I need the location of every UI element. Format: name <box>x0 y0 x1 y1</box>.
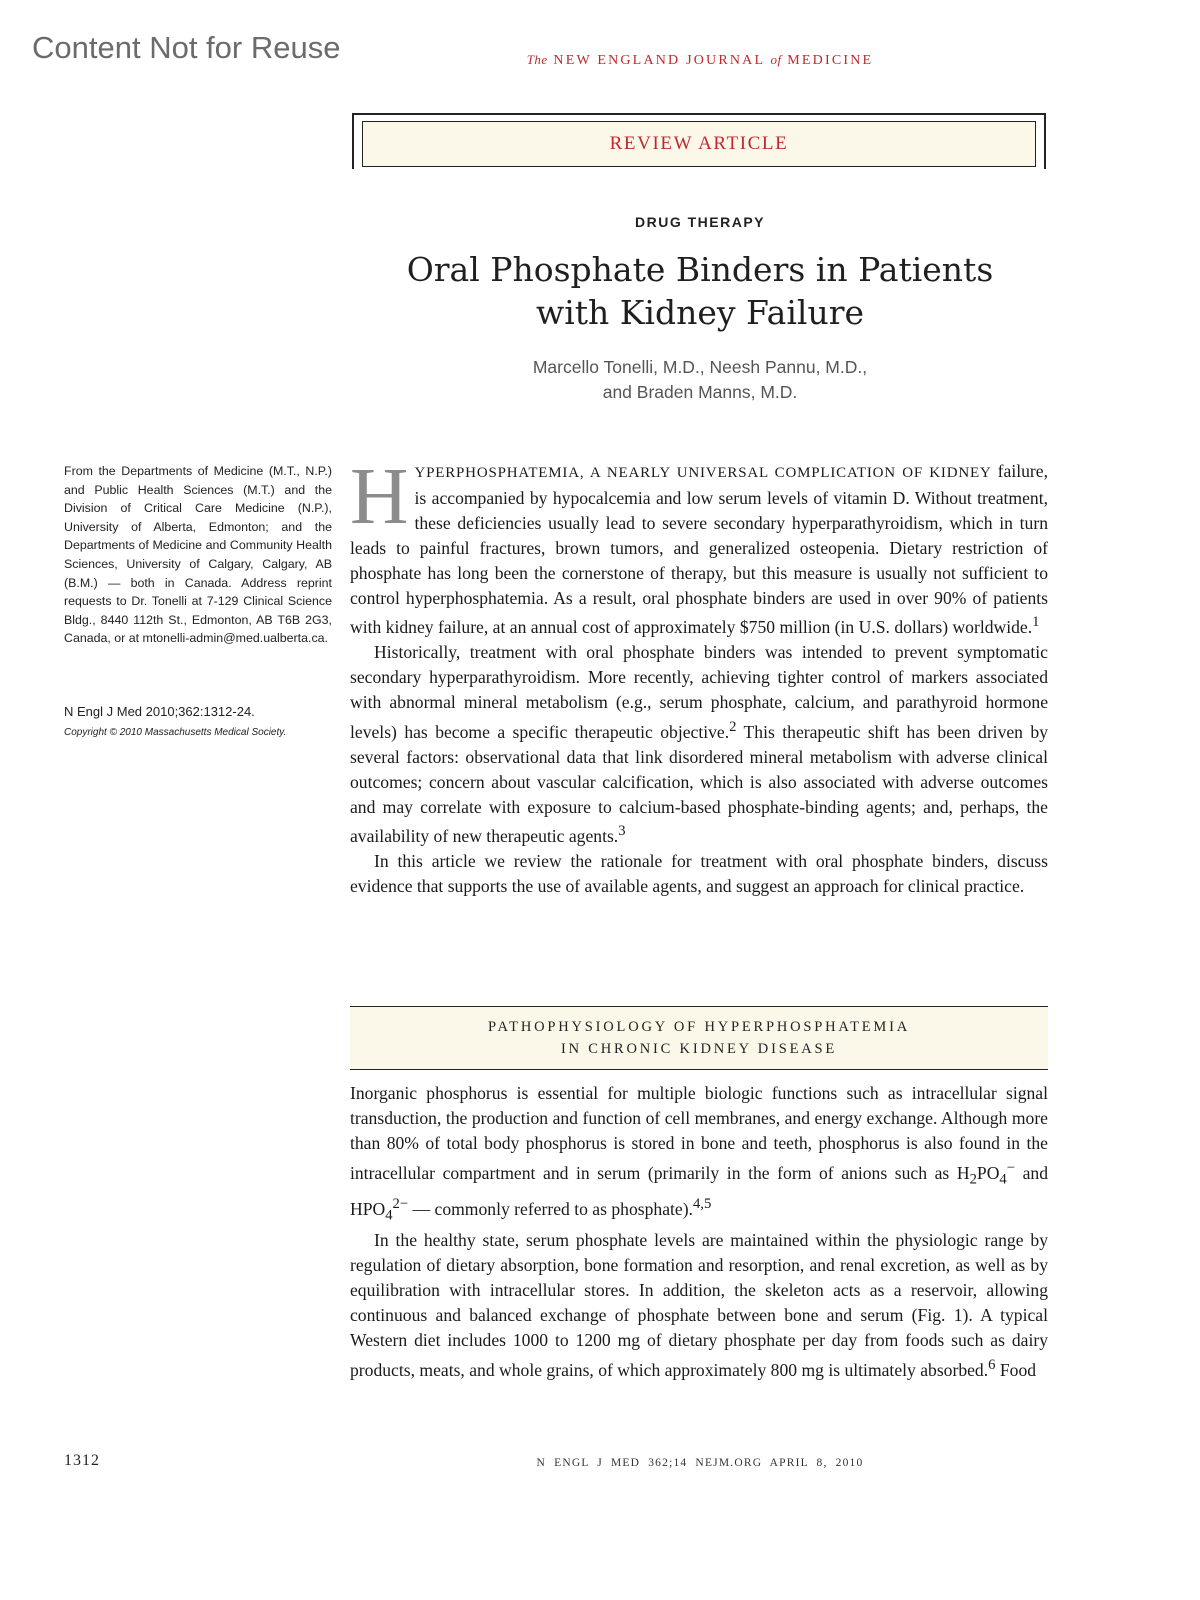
intro-text <box>350 451 1048 899</box>
patho-p2-end: Food <box>995 1359 1037 1380</box>
citation: N Engl J Med 2010;362:1312-24. <box>64 704 255 719</box>
article-type-box <box>352 113 1046 169</box>
patho-paragraph-2 <box>350 1228 1048 1382</box>
watermark: Content Not for Reuse <box>32 30 341 65</box>
article-title <box>350 248 1050 334</box>
patho-p2-text: In the healthy state, serum phosphate levels are maintained within the physiologic range by regulation of dietary absorption, bone formation and resorption, and renal excretion, as well as by equilibration with intracellular stores. In addition, the skeleton acts as a reservoir, allowing continuous and balanced exchange of phosphate between bone and serum (Fig. 1). A typical Western diet includes 1000 to 1200 mg of dietary phosphate per day from foods such as dairy products, meats, and whole grains, of which approximately 800 mg is ultimately absorbed. <box>350 1230 1048 1380</box>
hpo4-subscript-4: 4 <box>385 1207 393 1224</box>
article-type-label: REVIEW ARTICLE <box>362 121 1036 167</box>
journal-footer: N ENGL J MED 362;14 NEJM.ORG APRIL 8, 2010 <box>536 1457 864 1469</box>
authors-line-2: and Braden Manns, M.D. <box>602 382 798 402</box>
section-heading-line-1: PATHOPHYSIOLOGY OF HYPERPHOSPHATEMIA <box>487 1019 910 1035</box>
ref-4-5: 4,5 <box>692 1196 712 1212</box>
copyright: Copyright © 2010 Massachusetts Medical Society. <box>64 727 287 738</box>
intro-p2-text-b: This therapeutic shift has been driven by several factors: observational data that link disordered mineral metabolism with adverse clinical outcomes; concern about vascular calcification, which is also associated with adverse outcomes and may correlate with exposure to calcium-based phosphate-binding agents; and, perhaps, the availability of new therapeutic agents. <box>350 721 1048 847</box>
page-number: 1312 <box>64 1452 100 1469</box>
pathophysiology-text <box>350 1081 1048 1383</box>
ref-1: 1 <box>1032 614 1040 631</box>
patho-paragraph-1 <box>350 1081 1048 1228</box>
intro-paragraph-3: In this article we review the rationale for treatment with oral phosphate binders, discuss evidence that supports the use of available agents, and suggest an approach for clinical practice. <box>350 851 1048 897</box>
hpo4-charge: 2− <box>392 1196 409 1212</box>
journal-the: The <box>526 52 548 67</box>
journal-name-part2: MEDICINE <box>787 53 874 68</box>
intro-paragraph-1 <box>350 451 1048 640</box>
section-heading <box>350 1006 1048 1070</box>
journal-header <box>350 52 1050 69</box>
section-kicker: DRUG THERAPY <box>634 214 765 230</box>
lead-caps: YPERPHOSPHATEMIA, A NEARLY UNIVERSAL COMPLICATION OF KIDNEY <box>414 465 992 481</box>
title-line-1: Oral Phosphate Binders in Patients <box>406 250 994 289</box>
intro-p1-text: failure, is accompanied by hypocalcemia and low serum levels of vitamin D. Without treatment, these deficiencies usually lead to severe secondary hyperparathyroidism, which in turn leads to painful fractures, brown tumors, and generalized osteopenia. Dietary restriction of phosphate has long been the cornerstone of therapy, but this measure is usually not sufficient to control hyperphosphatemia. As a result, oral phosphate binders are used in over 90% of patients with kidney failure, at an annual cost of approximately $750 million (in U.S. dollars) worldwide. <box>350 461 1048 638</box>
title-line-2: with Kidney Failure <box>535 293 865 332</box>
patho-p1-text-a: Inorganic phosphorus is essential for multiple biologic functions such as intracellular signal transduction, the production and function of cell membranes, and energy exchange. Although more than 80% of total body phosphorus is stored in bone and teeth, phosphorus is also found in the intracellular compartment and in serum (primarily in the form of anions such as H <box>350 1083 1048 1183</box>
h2po4-charge: − <box>1006 1159 1015 1176</box>
drop-cap: H <box>350 451 409 541</box>
h2po4-subscript-2: 2 <box>969 1171 977 1188</box>
h2po4-subscript-4: 4 <box>999 1171 1007 1188</box>
hpo4-text: and HPO <box>350 1162 1048 1219</box>
h2po4-po: PO <box>976 1162 1000 1183</box>
patho-p1-text-b: — commonly referred to as phosphate). <box>408 1198 693 1219</box>
ref-3: 3 <box>618 823 626 840</box>
journal-name-part1: NEW ENGLAND JOURNAL <box>553 53 765 68</box>
authors <box>350 355 1050 405</box>
section-heading-line-2: IN CHRONIC KIDNEY DISEASE <box>560 1041 838 1057</box>
ref-6: 6 <box>988 1356 996 1373</box>
authors-line-1: Marcello Tonelli, M.D., Neesh Pannu, M.D., <box>532 357 868 377</box>
journal-of: of <box>770 52 782 67</box>
affiliations-note: From the Departments of Medicine (M.T., N.P.) and Public Health Sciences (M.T.) and the Division of Critical Care Medicine (N.P.), University of Alberta, Edmonton; and the Departments of Medicine and Community Health Sciences, University of Calgary, Calgary, AB (B.M.) — both in Canada. Address reprint requests to Dr. Tonelli at 7-129 Clinical Science Bldg., 8440 112th St., Edmonton, AB T6B 2G3, Canada, or at mtonelli-admin@med.ualberta.ca. <box>64 464 332 646</box>
ref-2: 2 <box>729 718 737 735</box>
intro-p2-text-a: Historically, treatment with oral phosphate binders was intended to prevent symptomatic secondary hyperparathyroidism. More recently, achieving tighter control of markers associated with abnormal mineral metabolism (e.g., serum phosphate, calcium, and parathyroid hormone levels) has become a specific therapeutic objective. <box>350 642 1048 742</box>
intro-paragraph-2 <box>350 640 1048 849</box>
